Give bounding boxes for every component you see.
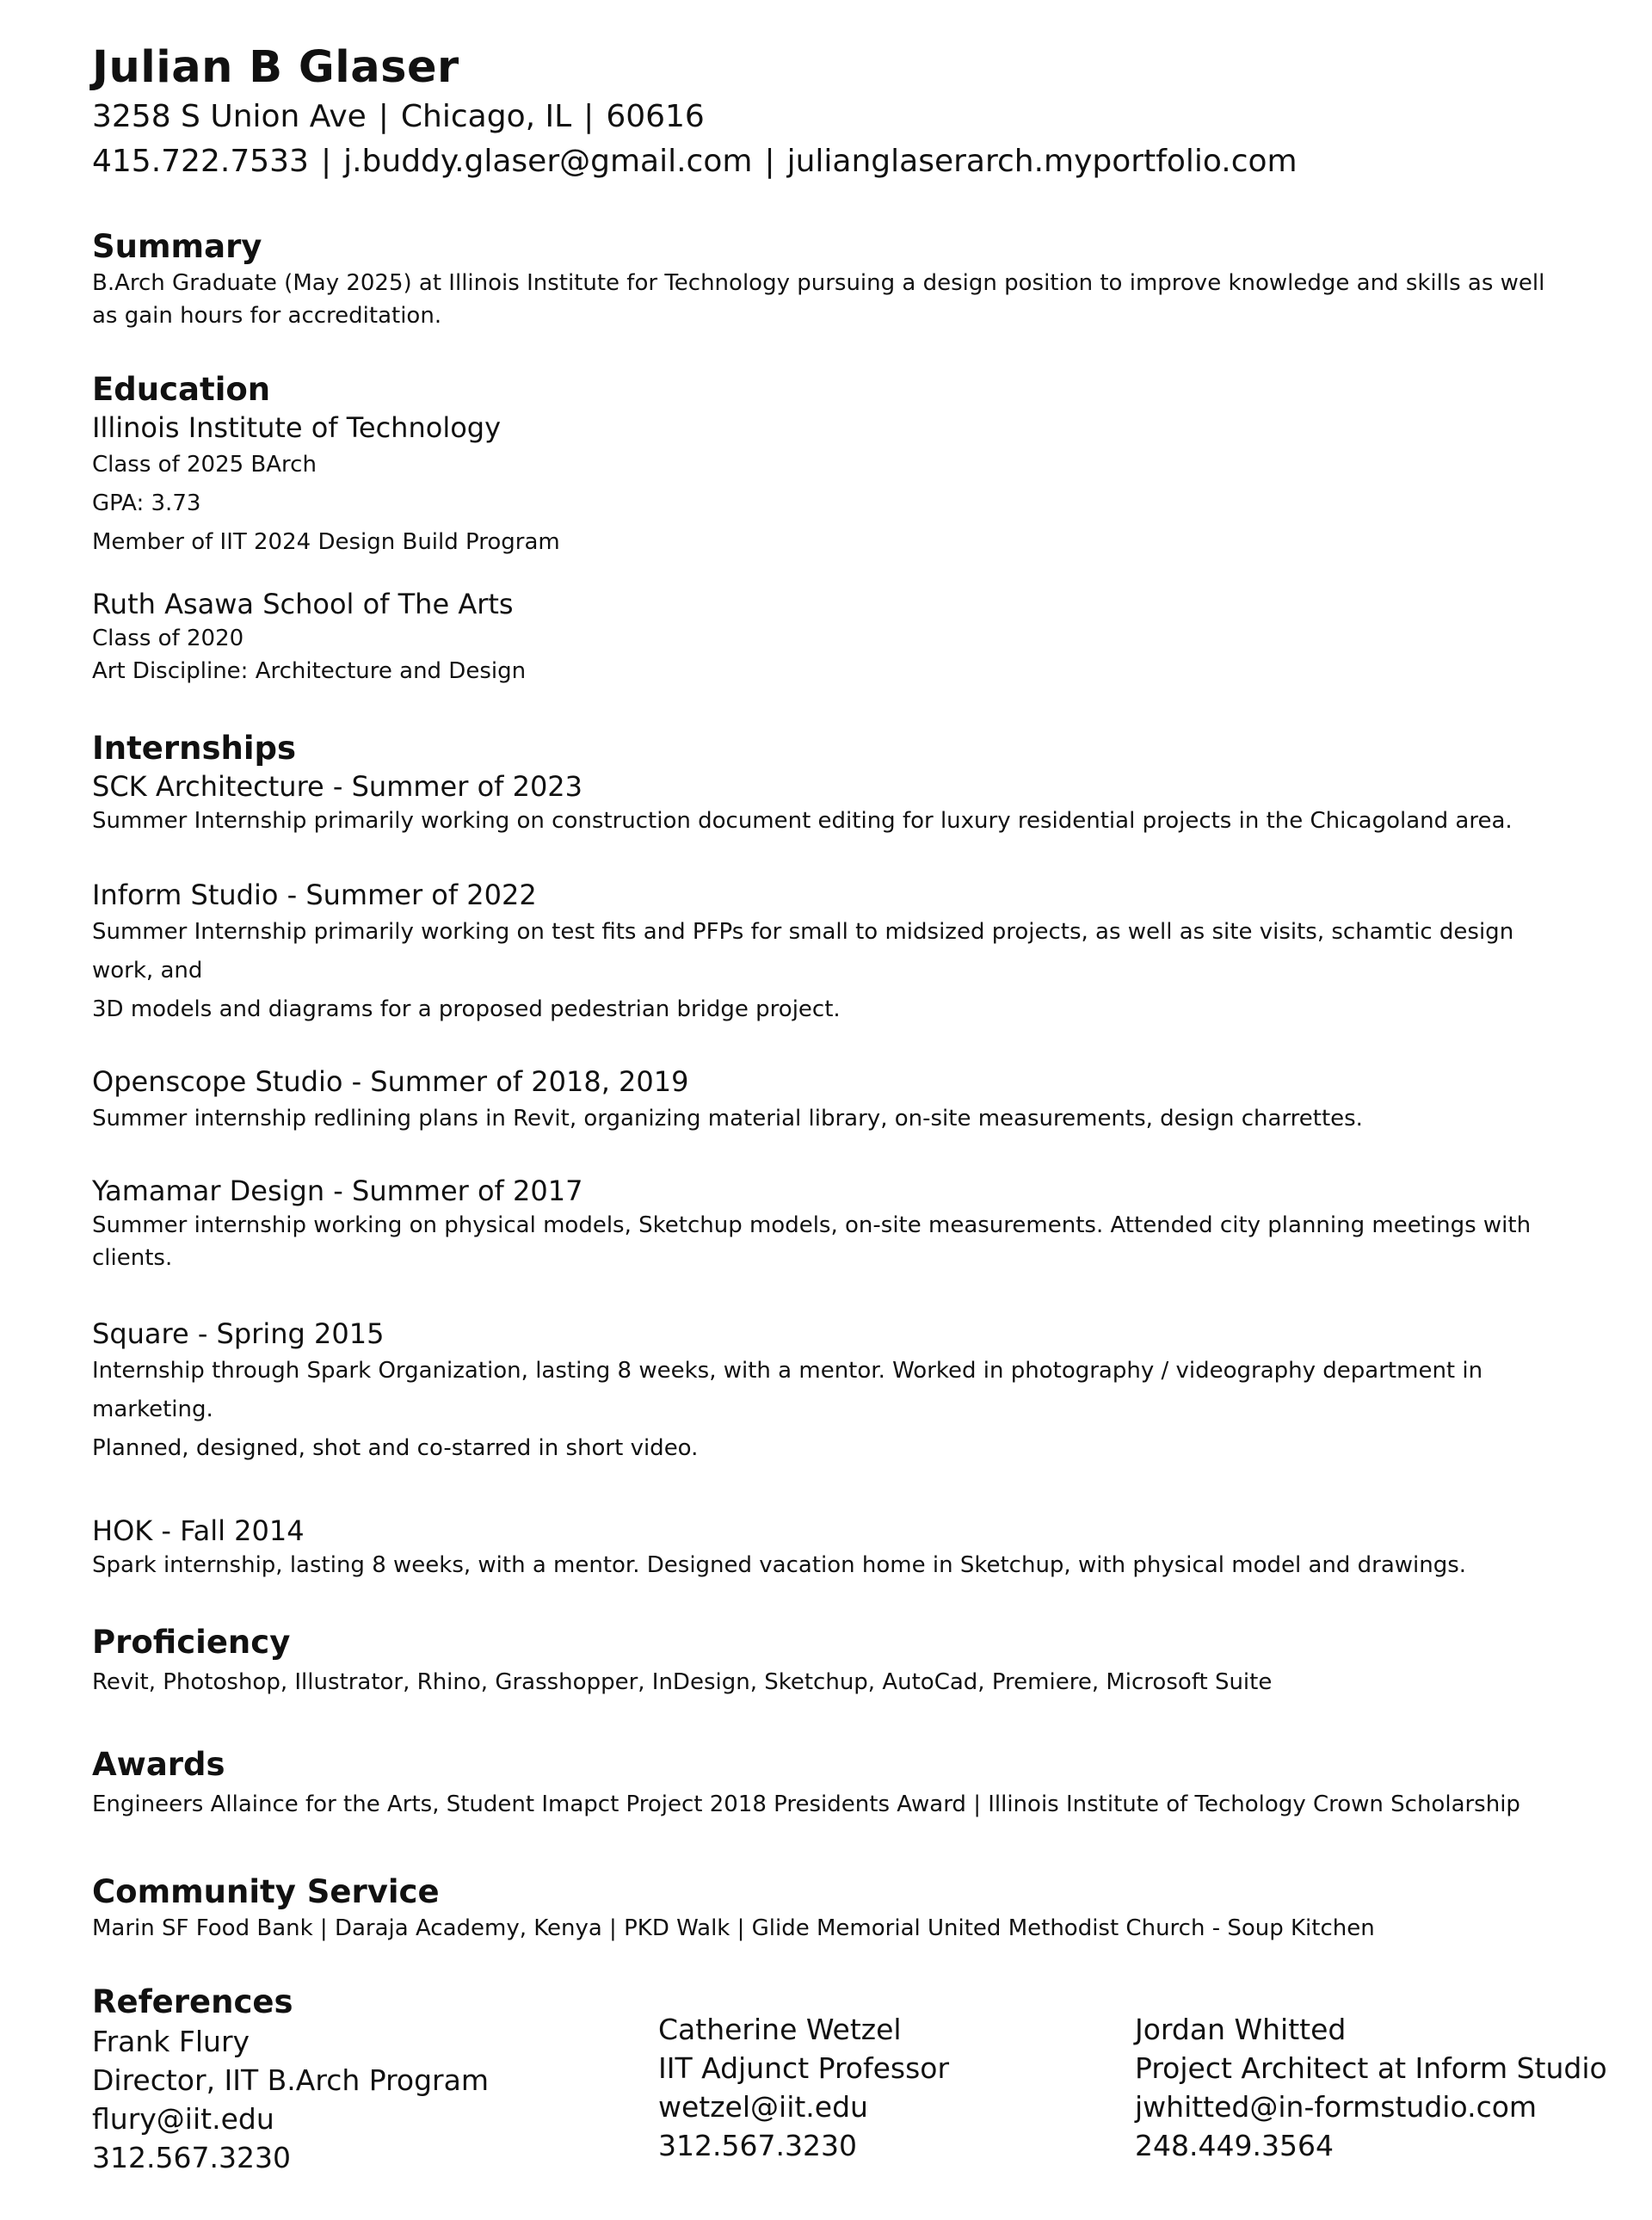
internships-heading: Internships xyxy=(92,730,297,767)
proficiency-section xyxy=(92,1623,1572,1699)
school-detail: GPA: 3.73 xyxy=(92,490,201,516)
internship-description: Internship through Spark Organization, lasting 8 weeks, with a mentor. Worked in photography / videography department in marketing. xyxy=(92,1358,1483,1422)
reference-name: Frank Flury xyxy=(92,2025,250,2058)
address-line: 3258 S Union Ave | Chicago, IL | 60616 xyxy=(92,99,705,134)
person-name: Julian B Glaser xyxy=(92,42,459,93)
internship-heading: Square - Spring 2015 xyxy=(92,1317,385,1350)
reference-email[interactable]: flury@iit.edu xyxy=(92,2102,274,2136)
email-address: j.buddy.glaser@gmail.com xyxy=(343,144,753,179)
school-detail: Art Discipline: Architecture and Design xyxy=(92,658,527,684)
reference-card xyxy=(92,2022,489,2177)
reference-phone: 312.567.3230 xyxy=(658,2129,857,2162)
street-address: 3258 S Union Ave xyxy=(92,99,367,134)
school-name: Illinois Institute of Technology xyxy=(92,411,502,444)
internships-section xyxy=(92,729,1572,1582)
reference-phone: 248.449.3564 xyxy=(1135,2129,1334,2162)
internship-description: Spark internship, lasting 8 weeks, with a mentor. Designed vacation home in Sketchup, with physical model and drawings. xyxy=(92,1552,1467,1578)
phone-number: 415.722.7533 xyxy=(92,144,309,179)
internship-heading: SCK Architecture - Summer of 2023 xyxy=(92,770,583,803)
school-detail: Member of IIT 2024 Design Build Program xyxy=(92,529,560,555)
summary-text: B.Arch Graduate (May 2025) at Illinois Institute for Technology pursuing a design position to improve knowledge and skills as well as gain hours for accreditation. xyxy=(92,270,1545,329)
school-name: Ruth Asawa School of The Arts xyxy=(92,588,514,620)
contact-line: 415.722.7533 | j.buddy.glaser@gmail.com | julianglaserarch.myportfolio.com xyxy=(92,144,1298,179)
reference-email[interactable]: wetzel@iit.edu xyxy=(658,2090,868,2124)
reference-name: Jordan Whitted xyxy=(1135,2013,1347,2046)
education-section xyxy=(92,370,1572,688)
internship-description: 3D models and diagrams for a proposed pedestrian bridge project. xyxy=(92,996,841,1022)
awards-heading: Awards xyxy=(92,1746,225,1783)
school-detail: Class of 2020 xyxy=(92,626,244,651)
school-detail: Class of 2025 BArch xyxy=(92,452,317,478)
summary-heading: Summary xyxy=(92,228,262,265)
internship-heading: Openscope Studio - Summer of 2018, 2019 xyxy=(92,1065,689,1098)
reference-email[interactable]: jwhitted@in-formstudio.com xyxy=(1135,2090,1538,2124)
reference-name: Catherine Wetzel xyxy=(658,2013,902,2046)
community-section xyxy=(92,1872,1572,1945)
internship-heading: Yamamar Design - Summer of 2017 xyxy=(92,1175,583,1207)
reference-phone: 312.567.3230 xyxy=(92,2141,291,2174)
city-state: Chicago, IL xyxy=(400,99,572,134)
internship-description: Summer internship redlining plans in Revit, organizing material library, on-site measurements, design charrettes. xyxy=(92,1106,1363,1132)
internship-heading: Inform Studio - Summer of 2022 xyxy=(92,879,537,911)
awards-section xyxy=(92,1745,1572,1821)
internship-description: Summer internship working on physical models, Sketchup models, on-site measurements. Attended city planning meetings with clients. xyxy=(92,1212,1532,1271)
reference-role: Project Architect at Inform Studio xyxy=(1135,2051,1607,2085)
reference-role: IIT Adjunct Professor xyxy=(658,2051,950,2085)
references-section xyxy=(92,1983,1607,2220)
proficiency-text: Revit, Photoshop, Illustrator, Rhino, Grasshopper, InDesign, Sketchup, AutoCad, Premiere, Microsoft Suite xyxy=(92,1669,1273,1695)
awards-text: Engineers Allaince for the Arts, Student Imapct Project 2018 Presidents Award | Illinois Institute of Techology Crown Scholarship xyxy=(92,1791,1520,1817)
zip-code: 60616 xyxy=(606,99,705,134)
proficiency-heading: Proficiency xyxy=(92,1624,291,1661)
summary-section xyxy=(92,227,1572,332)
internship-description: Planned, designed, shot and co-starred in short video. xyxy=(92,1435,699,1461)
community-text: Marin SF Food Bank | Daraja Academy, Kenya | PKD Walk | Glide Memorial United Methodist Church - Soup Kitchen xyxy=(92,1915,1375,1941)
references-heading: References xyxy=(92,1983,293,2020)
internship-heading: HOK - Fall 2014 xyxy=(92,1514,305,1547)
community-heading: Community Service xyxy=(92,1873,440,1910)
reference-role: Director, IIT B.Arch Program xyxy=(92,2063,489,2097)
internship-description: Summer Internship primarily working on construction document editing for luxury residential projects in the Chicagoland area. xyxy=(92,808,1513,834)
reference-card xyxy=(1135,2010,1607,2165)
education-heading: Education xyxy=(92,371,271,408)
internship-description: Summer Internship primarily working on test fits and PFPs for small to midsized projects, as well as site visits, schamtic design work, and xyxy=(92,919,1514,984)
references-list xyxy=(92,2013,1607,2220)
portfolio-website: julianglaserarch.myportfolio.com xyxy=(786,144,1298,179)
resume-page xyxy=(92,41,1607,2220)
reference-card xyxy=(658,2010,949,2165)
